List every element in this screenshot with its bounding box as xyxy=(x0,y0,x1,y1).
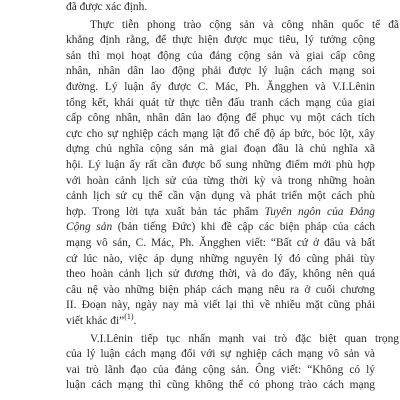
text-line: khẳng định rằng, để thực hiện được mục tiêu, lý tưởng cộng xyxy=(66,34,375,47)
text-line: viết khác đi”$^{(1)}$. xyxy=(66,312,137,327)
text-line: cứ lúc nào, việc áp dụng những nguyên lý đó cũng phải tùy xyxy=(66,252,375,265)
text-line: hợp. Trong lời tựa xuất bản tác phẩm Tuyên ngôn của Đảng xyxy=(66,205,375,218)
text-line: sản thì mọi hoạt động của đảng cộng sản và giai cấp công xyxy=(66,49,375,62)
text-line: cực cho sự nghiệp cách mạng lật đổ chế độ áp bức, bóc lột, xây xyxy=(66,127,375,140)
text-line: với hoàn cảnh lịch sử của từng thời kỳ và trong những hoàn xyxy=(66,174,375,187)
text-line: mạng vô sản, C. Mác, Ph. Ăngghen viết: “Bất cứ ở đâu và bất xyxy=(66,237,375,249)
text-line: cảnh lịch sử cụ thể cần vận dụng và phát triển một cách phù xyxy=(66,190,375,203)
text-line: đã được xác định. xyxy=(66,1,148,13)
book-title-italic: Cộng sản xyxy=(66,221,113,234)
text-line: nhân, nhân dân lao động phải được lý luận cách mạng soi xyxy=(66,65,375,78)
paragraph-2-line: V.I.Lênin tiếp tục nhấn mạnh vai trò đặc biệt quan trọng xyxy=(90,332,399,345)
text-line: câu nệ vào những biện pháp cách mạng nêu ra ở cuối chương xyxy=(66,283,375,296)
text-line: luận cách mạng thì cũng không thể có phong trào cách mạng xyxy=(66,379,375,392)
text-line: của lý luận cách mạng đối với sự nghiệp cách mạng vô sản và xyxy=(66,348,375,361)
text-line: cấp công nhân, nhân dân lao động để phục vụ một cách tích xyxy=(66,112,375,125)
text-line: II. Đoạn này, ngày nay mà viết lại thì về nhiều mặt cũng phải xyxy=(66,299,375,312)
text-line: đường. Lý luận ấy được C. Mác, Ph. Ăngghen và V.I.Lênin xyxy=(66,81,375,93)
footnote-marker: (1) xyxy=(124,312,134,322)
text-line: vai trò lãnh đạo của đảng cộng sản. Ông viết: “Không có lý xyxy=(66,363,375,376)
paragraph-1-line: Thực tiễn phong trào cộng sản và công nhân quốc tế đã xyxy=(90,18,399,31)
text-line: tổng kết, khái quát từ thực tiễn đấu tranh cách mạng của giai xyxy=(66,96,375,109)
text-line: hội. Lý luận ấy rất cần được bổ sung những điểm mới phù hợp xyxy=(66,159,375,171)
text-line: Cộng sản (bản tiếng Đức) khi đề cập các biện pháp của cách xyxy=(66,221,375,234)
book-title-italic: Tuyên ngôn của Đảng xyxy=(264,205,375,218)
text-line: dựng chủ nghĩa cộng sản mà giai đoạn đầu là chủ nghĩa xã xyxy=(66,143,375,156)
text-line: theo hoàn cảnh lịch sử đương thời, và do đấy, không nên quá xyxy=(66,268,375,281)
